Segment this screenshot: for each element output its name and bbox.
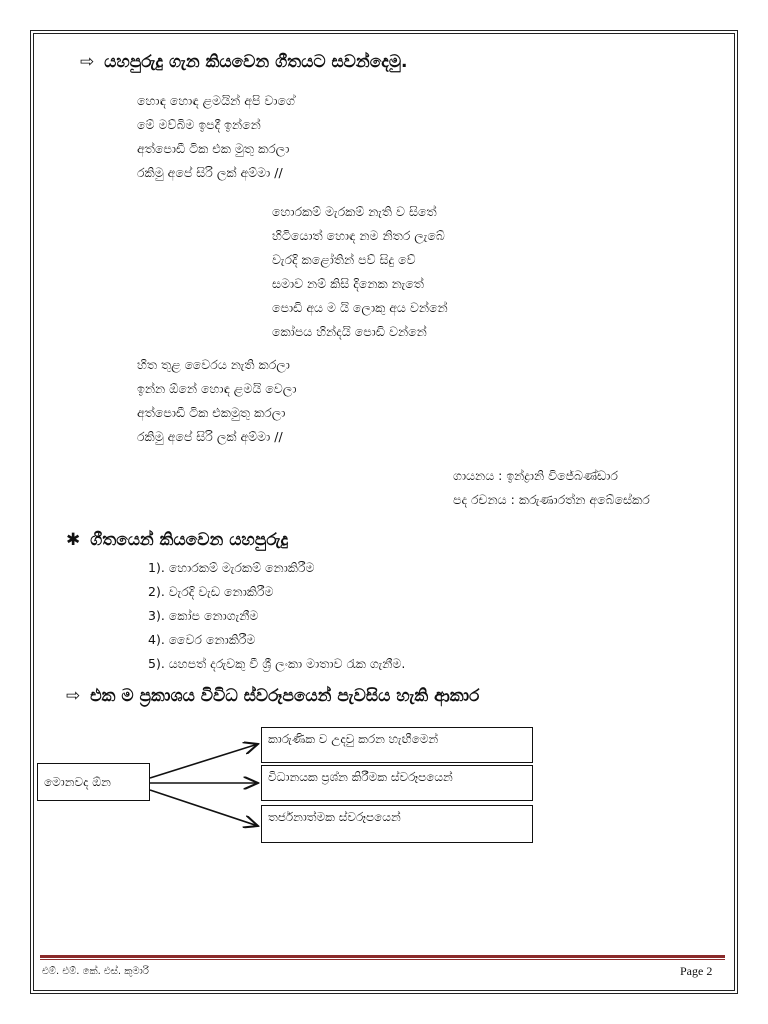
footer-author: එම්. එම්. කේ. එස්. කුමාරි <box>42 966 149 977</box>
verse-line: කෝපය හින්දයි පොඩි වන්නේ <box>272 324 427 339</box>
expressions-heading <box>66 686 479 706</box>
verse-line: අත්පොඩී ටික එකමුතු කරලා <box>137 405 286 420</box>
page-number: Page 2 <box>680 964 713 978</box>
list-item: 3). කෝප නොගැනීම <box>148 608 259 623</box>
target-box-threat: තර්ජනාත්මක ස්වරූපයෙන් <box>261 805 533 843</box>
verse-line: හිටියොත් හොඳ නම නිතර ලැබේ <box>272 228 445 243</box>
song-heading-text: යහපුරුදු ගැන කියවෙන ගීතයට සවන්දෙමු. <box>104 52 408 72</box>
list-item: 4). වෛර නොකිරීම <box>148 632 256 647</box>
footer-rule <box>40 955 725 958</box>
verse-line: සමාව නම් කිසි දිනෙක නැතේ <box>272 276 424 291</box>
target-box-question: විධානයක ප්‍රශ්න කිරීමක ස්වරූපයෙන් <box>261 765 533 801</box>
verse-line: හොරකම් මැරකම් නැති ව සිතේ <box>272 204 437 219</box>
lyricist-credit: පද රචනය : කරුණාරත්න අබේසේකර <box>453 492 650 507</box>
list-item: 5). යහපත් දරුවකු වී ශ්‍රී ලංකා මාතාව රැක ගැනීම. <box>148 656 406 671</box>
target-box-kind: කාරුණික ව උදවු කරන හැඟීමෙන් <box>261 727 533 763</box>
verse-line: වැරදි කළෝතින් පව් සිදු වේ <box>272 252 416 267</box>
arrow-icon: ⇨ <box>66 686 81 706</box>
verse-line: පොඩි අය ම යි ලොකු අය වන්නේ <box>272 300 448 315</box>
verse-line: අත්පොඩී ටික එක මුතු කරලා <box>137 141 290 156</box>
expressions-heading-text: එක ම ප්‍රකාශය විවිධ ස්වරූපයෙන් පැවසිය හැකි ආකාර <box>90 686 480 706</box>
source-box: මොනවද ඕන <box>37 763 150 801</box>
list-item: 2). වැරදි වැඩ නොකිරීම <box>148 584 274 599</box>
asterisk-icon: ✱ <box>66 530 81 550</box>
verse-line: රකිමු අපේ සිරි ලක් අම්මා // <box>137 165 283 180</box>
singer-credit: ගායනය : ඉන්ද්‍රානි විජේබණ්ඩාර <box>453 468 618 483</box>
habits-heading-text: ගීතයෙන් කියවෙන යහපුරුදු <box>90 530 289 550</box>
footer-rule-thin <box>40 959 725 960</box>
verse-line: රකිමු අපේ සිරි ලක් අම්මා // <box>137 429 283 444</box>
arrow-icon: ⇨ <box>80 52 95 72</box>
habits-heading <box>66 530 288 550</box>
song-heading <box>80 52 408 72</box>
verse-line: ඉන්න ඕනේ හොඳ ළමයි වෙලා <box>137 381 297 396</box>
list-item: 1). හොරකම් මැරකම් නොකිරීම <box>148 560 315 575</box>
verse-line: හිත තුළ වෛරය නැති කරලා <box>137 357 290 372</box>
verse-line: මේ මව්බිම ඉපදී ඉන්නේ <box>137 117 261 132</box>
verse-line: හොඳ හොඳ ළමයින් අපි වාගේ <box>137 93 295 108</box>
